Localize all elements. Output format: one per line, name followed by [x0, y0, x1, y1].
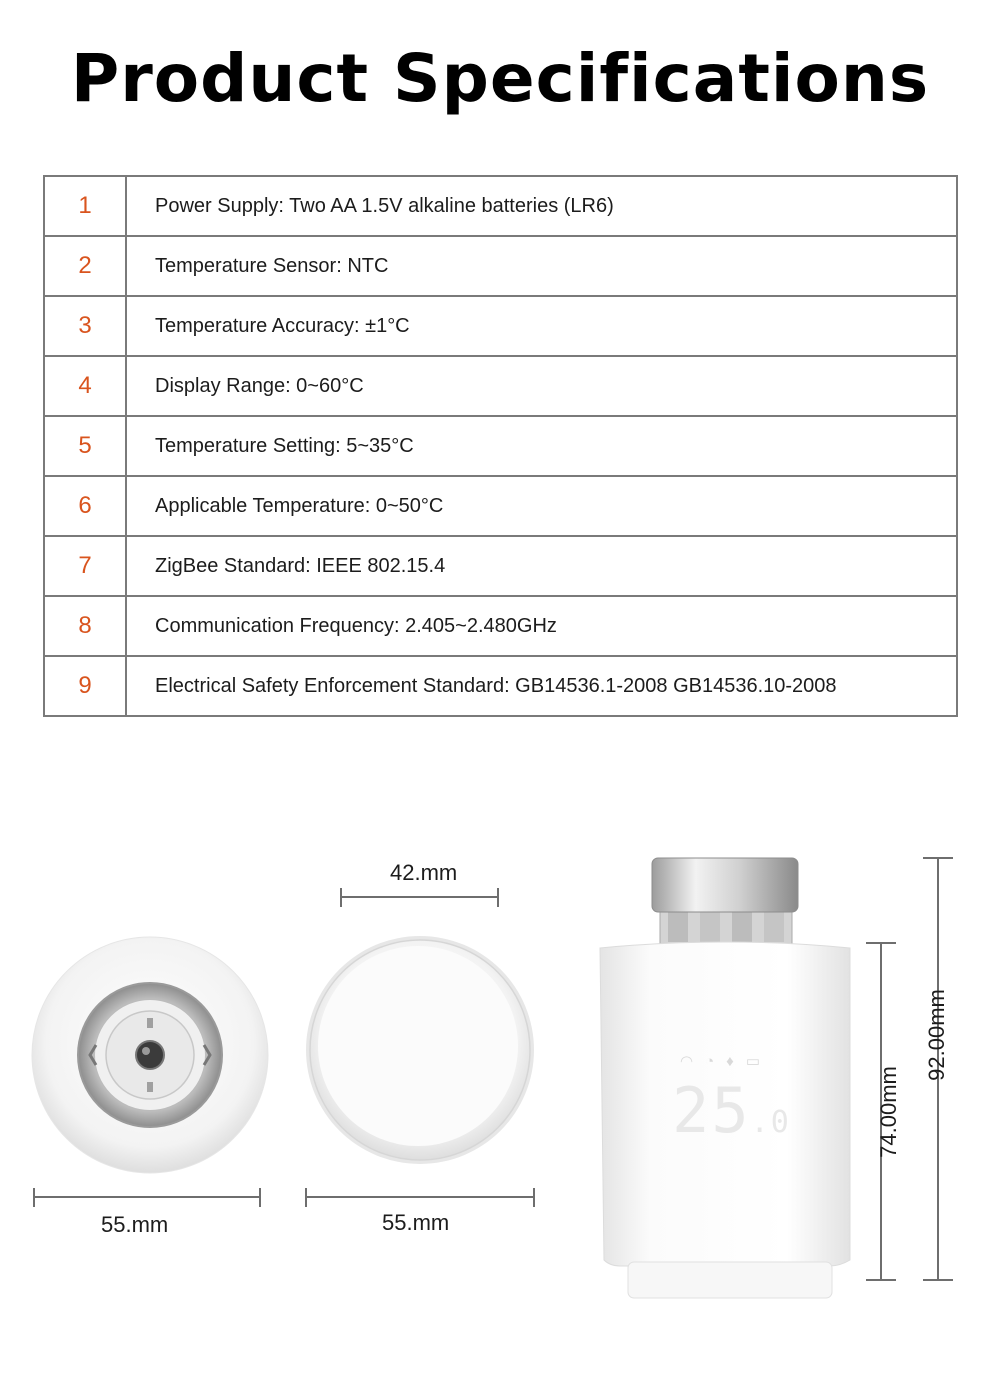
- spec-text: Communication Frequency: 2.405~2.480GHz: [126, 596, 957, 656]
- page-title: Product Specifications: [70, 40, 930, 117]
- row-number: 4: [44, 356, 126, 416]
- front-width-dimension: 55.mm: [382, 1210, 450, 1235]
- back-view: [32, 937, 268, 1173]
- row-number: 9: [44, 656, 126, 716]
- spec-text: Temperature Setting: 5~35°C: [126, 416, 957, 476]
- total-height-dimension: 92.00mm: [924, 989, 949, 1081]
- flame-icon: ♦: [726, 1053, 746, 1070]
- spec-text: Temperature Sensor: NTC: [126, 236, 957, 296]
- temperature-value: 25: [672, 1074, 751, 1147]
- body-height-dimension: 74.00mm: [876, 1066, 901, 1158]
- spec-text: Electrical Safety Enforcement Standard: GB14536.1-2008 GB14536.10-2008: [126, 656, 957, 716]
- row-number: 3: [44, 296, 126, 356]
- row-number: 2: [44, 236, 126, 296]
- row-number: 1: [44, 176, 126, 236]
- spec-text: ZigBee Standard: IEEE 802.15.4: [126, 536, 957, 596]
- spec-text: Temperature Accuracy: ±1°C: [126, 296, 957, 356]
- status-icons: [680, 1052, 772, 1070]
- spec-text: Power Supply: Two AA 1.5V alkaline batteries (LR6): [126, 176, 957, 236]
- row-number: 6: [44, 476, 126, 536]
- front-view: [306, 936, 534, 1164]
- spec-text: Display Range: 0~60°C: [126, 356, 957, 416]
- led-display: [664, 1052, 804, 1152]
- battery-icon: ▭: [745, 1053, 772, 1070]
- back-width-dimension: 55.mm: [101, 1212, 169, 1237]
- front-top-dimension: 42.mm: [390, 860, 458, 885]
- row-number: 8: [44, 596, 126, 656]
- wifi-icon: ◠: [680, 1053, 706, 1070]
- clock-icon: ◔: [705, 1053, 727, 1070]
- temperature-readout: [672, 1074, 791, 1156]
- row-number: 5: [44, 416, 126, 476]
- row-number: 7: [44, 536, 126, 596]
- temperature-decimal: .0: [750, 1105, 791, 1140]
- spec-text: Applicable Temperature: 0~50°C: [126, 476, 957, 536]
